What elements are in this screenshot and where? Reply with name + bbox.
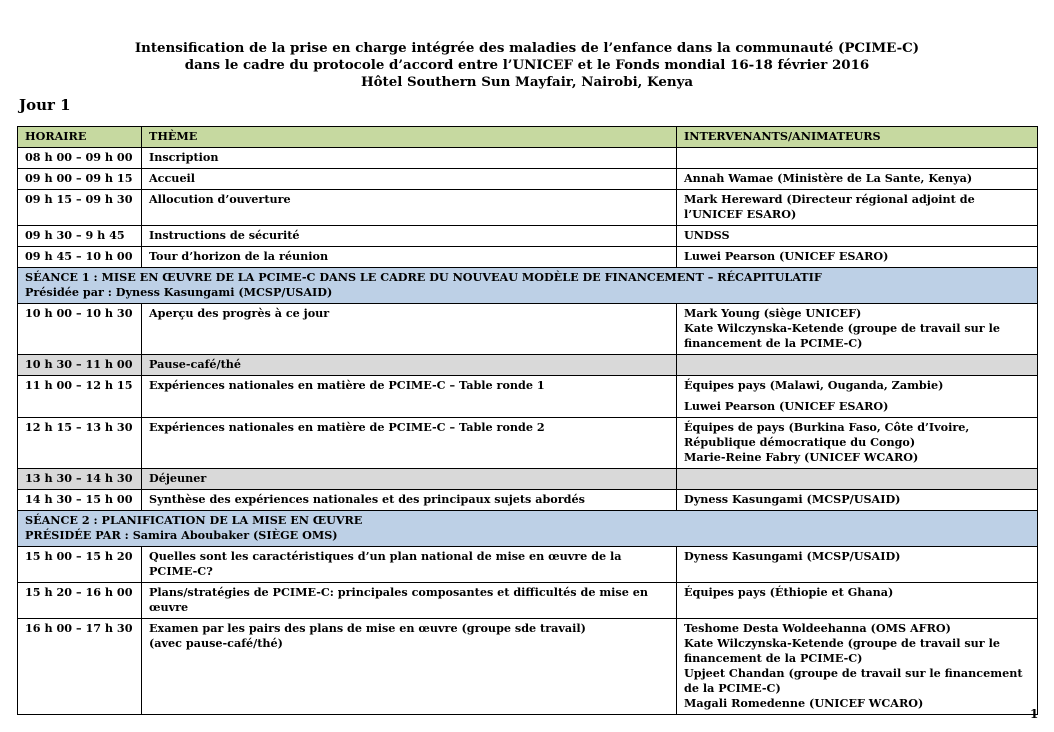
table-row xyxy=(18,190,1038,226)
document-header xyxy=(0,40,1054,91)
row-time: 16 h 00 – 17 h 30 xyxy=(18,619,142,715)
column-header-time: HORAIRE xyxy=(18,127,142,148)
table-row xyxy=(18,547,1038,583)
header-title-line-2: dans le cadre du protocole d’accord entre l’UNICEF et le Fonds mondial 16-18 février 2016 xyxy=(184,57,870,73)
row-time: 12 h 15 – 13 h 30 xyxy=(18,418,142,469)
table-row xyxy=(18,169,1038,190)
table-row xyxy=(18,376,1038,418)
row-time: 09 h 15 – 09 h 30 xyxy=(18,190,142,226)
row-theme: Expériences nationales en matière de PCIME-C – Table ronde 1 xyxy=(142,376,677,418)
row-theme: Pause-café/thé xyxy=(142,355,677,376)
row-theme: Quelles sont les caractéristiques d’un plan national de mise en œuvre de la PCIME-C? xyxy=(142,547,677,583)
row-speakers: Dyness Kasungami (MCSP/USAID) xyxy=(677,547,1038,583)
row-theme: Instructions de sécurité xyxy=(142,226,677,247)
break-row xyxy=(18,469,1038,490)
row-speakers: Dyness Kasungami (MCSP/USAID) xyxy=(677,490,1038,511)
session-chair: PRÉSIDÉE PAR : Samira Aboubaker (SIÈGE OMS) xyxy=(25,528,338,542)
table-row xyxy=(18,490,1038,511)
column-header-theme: THÈME xyxy=(142,127,677,148)
table-row xyxy=(18,148,1038,169)
row-time: 10 h 30 – 11 h 00 xyxy=(18,355,142,376)
table-row xyxy=(18,247,1038,268)
row-speakers: UNDSS xyxy=(677,226,1038,247)
speaker: Luwei Pearson (UNICEF ESARO) xyxy=(684,399,889,413)
page-number: 1 xyxy=(1030,707,1039,721)
speaker: Upjeet Chandan (groupe de travail sur le financement de la PCIME-C) xyxy=(684,666,1023,695)
row-theme: Tour d’horizon de la réunion xyxy=(142,247,677,268)
break-row xyxy=(18,355,1038,376)
day-heading: Jour 1 xyxy=(19,96,71,114)
row-theme xyxy=(142,619,677,715)
row-theme: Déjeuner xyxy=(142,469,677,490)
row-theme: Synthèse des expériences nationales et des principaux sujets abordés xyxy=(142,490,677,511)
header-title-line-1: Intensification de la prise en charge intégrée des maladies de l’enfance dans la communauté (PCIME-C) xyxy=(134,40,920,56)
table-row xyxy=(18,619,1038,715)
table-row xyxy=(18,226,1038,247)
row-speakers xyxy=(677,619,1038,715)
row-theme: Aperçu des progrès à ce jour xyxy=(142,304,677,355)
column-header-speakers: INTERVENANTS/ANIMATEURS xyxy=(677,127,1038,148)
row-speakers: Équipes pays (Éthiopie et Ghana) xyxy=(677,583,1038,619)
row-time: 09 h 30 – 9 h 45 xyxy=(18,226,142,247)
session-header-row xyxy=(18,511,1038,547)
row-speakers xyxy=(677,304,1038,355)
table-row xyxy=(18,418,1038,469)
row-time: 08 h 00 – 09 h 00 xyxy=(18,148,142,169)
session-header-cell xyxy=(18,511,1038,547)
header-venue-line: Hôtel Southern Sun Mayfair, Nairobi, Kenya xyxy=(360,74,694,90)
row-theme: Plans/stratégies de PCIME-C: principales composantes et difficultés de mise en œuvre xyxy=(142,583,677,619)
agenda-table xyxy=(17,126,1038,715)
speaker: Teshome Desta Woldeehanna (OMS AFRO) xyxy=(684,621,951,635)
row-speakers xyxy=(677,355,1038,376)
row-time: 11 h 00 – 12 h 15 xyxy=(18,376,142,418)
session-chair: Présidée par : Dyness Kasungami (MCSP/USAID) xyxy=(25,285,333,299)
session-title: SÉANCE 1 : MISE EN ŒUVRE DE LA PCIME-C DANS LE CADRE DU NOUVEAU MODÈLE DE FINANCEMENT – RÉCAPITULATIF xyxy=(25,270,822,284)
row-time: 13 h 30 – 14 h 30 xyxy=(18,469,142,490)
speaker: Équipes de pays (Burkina Faso, Côte d’Ivoire, République démocratique du Congo) xyxy=(684,420,970,449)
speaker: Mark Young (siège UNICEF) xyxy=(684,306,862,320)
speaker: Marie-Reine Fabry (UNICEF WCARO) xyxy=(684,450,919,464)
speaker: Équipes pays (Malawi, Ouganda, Zambie) xyxy=(684,378,944,392)
row-theme: Expériences nationales en matière de PCIME-C – Table ronde 2 xyxy=(142,418,677,469)
session-title: SÉANCE 2 : PLANIFICATION DE LA MISE EN ŒUVRE xyxy=(25,513,363,527)
row-speakers xyxy=(677,376,1038,418)
row-theme: Allocution d’ouverture xyxy=(142,190,677,226)
row-theme: Inscription xyxy=(142,148,677,169)
row-time: 09 h 00 – 09 h 15 xyxy=(18,169,142,190)
speaker: Kate Wilczynska-Ketende (groupe de travail sur le financement de la PCIME-C) xyxy=(684,321,1000,350)
table-row xyxy=(18,304,1038,355)
row-speakers: Luwei Pearson (UNICEF ESARO) xyxy=(677,247,1038,268)
table-header-row xyxy=(18,127,1038,148)
row-theme: Accueil xyxy=(142,169,677,190)
row-speakers: Annah Wamae (Ministère de La Sante, Kenya) xyxy=(677,169,1038,190)
speaker: Magali Romedenne (UNICEF WCARO) xyxy=(684,696,924,710)
row-speakers xyxy=(677,469,1038,490)
row-time: 10 h 00 – 10 h 30 xyxy=(18,304,142,355)
row-speakers xyxy=(677,418,1038,469)
row-speakers xyxy=(677,148,1038,169)
session-header-row xyxy=(18,268,1038,304)
table-row xyxy=(18,583,1038,619)
row-time: 15 h 20 – 16 h 00 xyxy=(18,583,142,619)
theme-text: Examen par les pairs des plans de mise en œuvre (groupe sde travail) xyxy=(149,621,586,635)
row-time: 15 h 00 – 15 h 20 xyxy=(18,547,142,583)
theme-note: (avec pause-café/thé) xyxy=(149,636,283,650)
speaker: Kate Wilczynska-Ketende (groupe de travail sur le financement de la PCIME-C) xyxy=(684,636,1000,665)
row-time: 09 h 45 – 10 h 00 xyxy=(18,247,142,268)
row-time: 14 h 30 – 15 h 00 xyxy=(18,490,142,511)
row-speakers: Mark Hereward (Directeur régional adjoint de l’UNICEF ESARO) xyxy=(677,190,1038,226)
session-header-cell xyxy=(18,268,1038,304)
